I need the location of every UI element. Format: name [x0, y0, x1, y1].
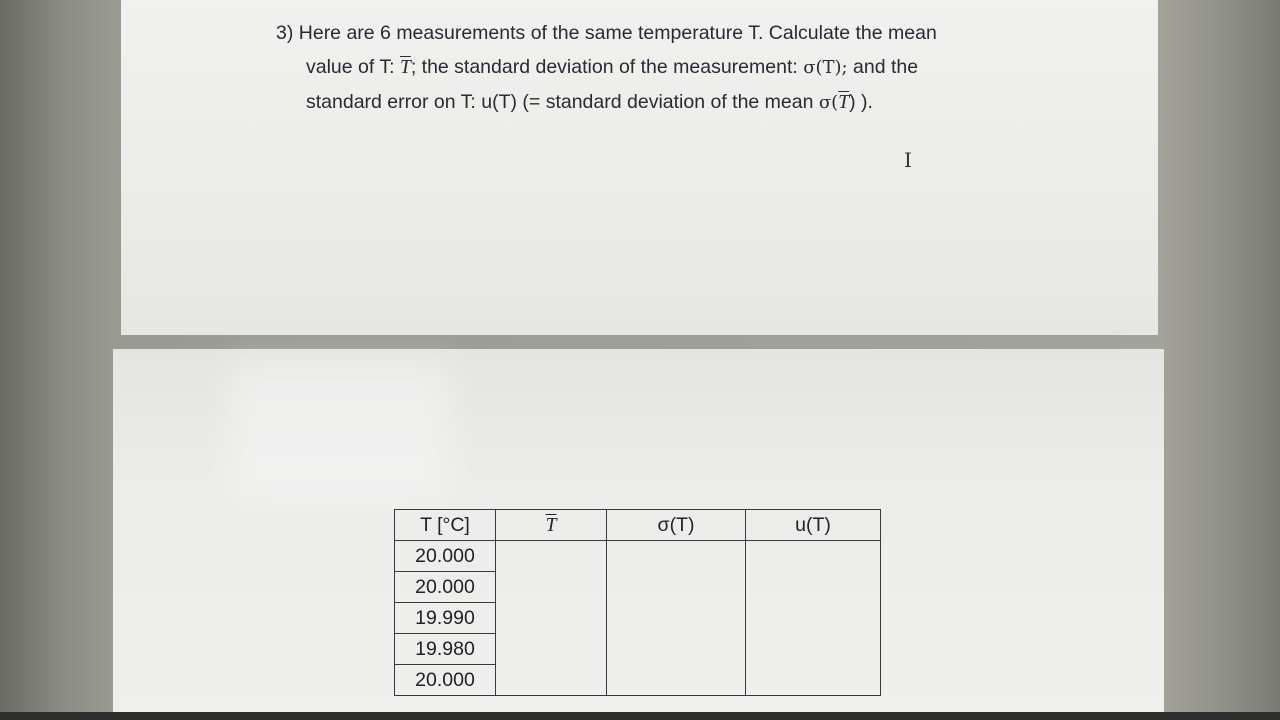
t-bar-symbol: $\overline{T}$: [399, 57, 411, 78]
header-t-mean-label: $\overline{T}$: [545, 514, 557, 536]
question-text: [276, 16, 1046, 120]
text-cursor-icon: I: [904, 148, 912, 172]
sigma-answer-cell[interactable]: [607, 541, 746, 696]
measurement-cell: 19.980: [395, 634, 496, 665]
question-line-3-part-a: standard error on T: u(T) (= standard deviation of the mean: [306, 91, 814, 113]
sigma-symbol: σ(T);: [803, 57, 848, 78]
header-u: u(T): [746, 510, 881, 541]
question-line-1: [276, 16, 1046, 50]
table-header-row: [395, 510, 881, 541]
question-line-2-part-c: and the: [853, 56, 919, 78]
question-line-1-text: Here are 6 measurements of the same temperature T. Calculate the mean: [298, 22, 937, 44]
question-line-2: [276, 50, 1046, 85]
measurement-cell: 19.990: [395, 603, 496, 634]
question-number: 3): [276, 22, 294, 44]
measurement-cell: 20.000: [395, 665, 496, 696]
sigma-mean-symbol: σ(: [818, 92, 839, 113]
header-t: T [°C]: [395, 510, 496, 541]
mean-answer-cell[interactable]: [496, 541, 607, 696]
table-row: [395, 541, 881, 572]
header-sigma: σ(T): [607, 510, 746, 541]
t-bar-symbol-2: $\overline{T}$: [838, 92, 850, 113]
measurement-cell: 20.000: [395, 541, 496, 572]
question-line-2-part-b: ; the standard deviation of the measurement:: [410, 56, 798, 78]
measurement-cell: 20.000: [395, 572, 496, 603]
monitor-bezel: [0, 712, 1280, 720]
u-answer-cell[interactable]: [746, 541, 881, 696]
question-line-3-end: ) ).: [849, 91, 873, 113]
header-t-mean: [496, 510, 607, 541]
measurement-table: [394, 509, 881, 696]
question-line-3: [276, 85, 1046, 120]
question-line-2-part-a: value of T:: [306, 56, 395, 78]
